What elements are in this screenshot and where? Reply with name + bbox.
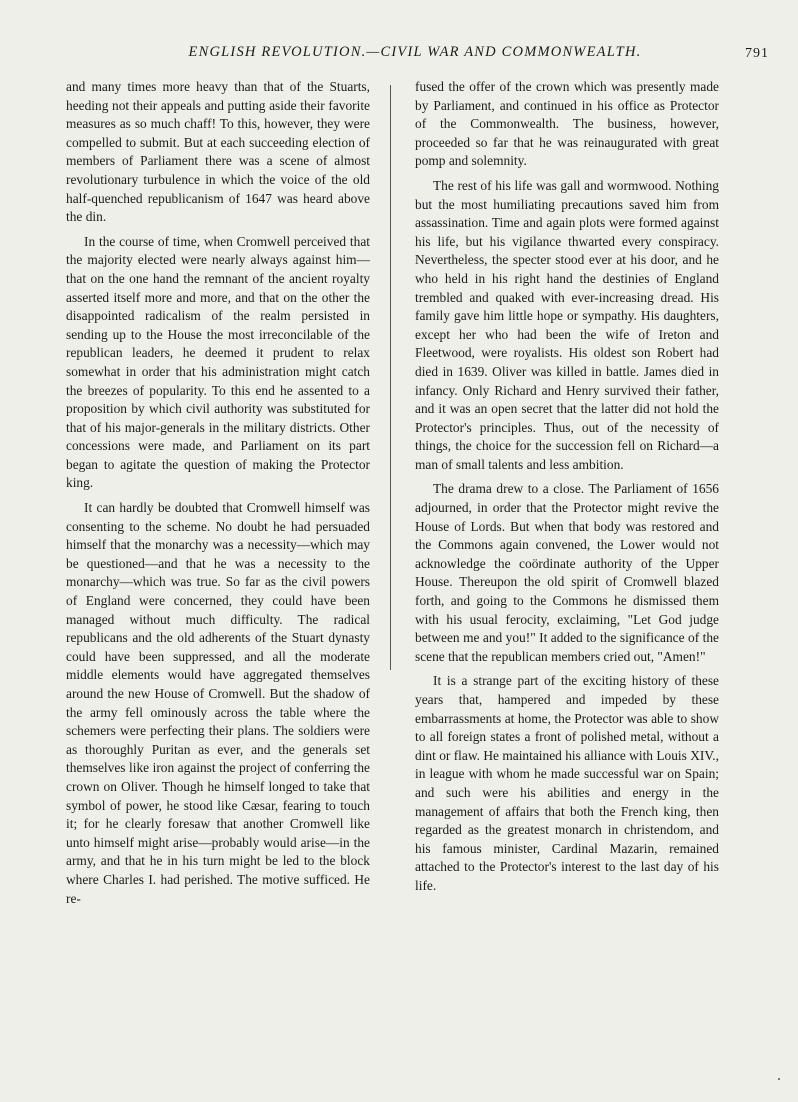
paragraph: It can hardly be doubted that Cromwell himself was consenting to the scheme. No doubt he had persuaded himself that the monarchy was a necessity—which may be questioned—and that he was a necessity to the monarchy—which was true. So far as the civil powers of England were concerned, they could have been managed without much difficulty. The radical republicans and the old adherents of the Stuart dynasty could have been suppressed, and all the moderate middle elements would have aggregated themselves around the new House of Cromwell. But the shadow of the army fell ominously across the table where the schemers were perfecting their plans. The soldiers were as thoroughly Puritan as ever, and the generals set themselves like iron against the project of conferring the crown on Oliver. Though he himself longed to take that symbol of power, he stood like Cæsar, fearing to touch it; for he clearly foresaw that another Cromwell like unto himself might arise—probably would arise—in the army, and that he in his turn might be led to the block where Charles I. had perished. The motive sufficed. He re- <box>66 500 370 906</box>
scan-speck <box>778 1078 780 1080</box>
page-number: 791 <box>745 46 769 61</box>
paragraph: and many times more heavy than that of the Stuarts, heeding not their appeals and putting aside their favorite measures as so much chaff! To this, however, they were compelled to submit. But at each succeeding election of members of Parliament there was a scene of almost revolutionary turbulence in which the voice of the old half-quenched republicanism of 1647 was heard above the din. <box>66 79 370 225</box>
right-column <box>415 78 719 896</box>
running-title: ENGLISH REVOLUTION.—CIVIL WAR AND COMMONWEALTH. <box>188 44 642 60</box>
paragraph: In the course of time, when Cromwell perceived that the majority elected were nearly always against him—that on the one hand the remnant of the ancient royalty asserted itself more and more, and that on the other the disappointed radicalism of the realm persisted in sending up to the House the most irreconcilable of the republican leaders, he deemed it prudent to relax somewhat in order that his administration might catch the breezes of popularity. To this end he assented to a proposition by which civil authority was substituted for that of his major-generals in the military districts. Other concessions were made, and Parliament on its part began to agitate the question of making the Protector king. <box>66 233 370 491</box>
paragraph: fused the offer of the crown which was presently made by Parliament, and continued in his office as Protector of the Commonwealth. The business, however, proceeded so far that he was reinaugurated with great pomp and solemnity. <box>415 79 719 169</box>
column-divider <box>390 85 391 670</box>
paragraph: It is a strange part of the exciting history of these years that, hampered and impeded by these embarrassments at home, the Protector was able to show to all foreign states a front of polished metal, without a dint or flaw. He maintained his alliance with Louis XIV., in league with whom he made successful war on Spain; and such were his abilities and energy in the management of affairs that both the French king, then regarded as the greatest monarch in christendom, and his famous minister, Cardinal Mazarin, remained attached to the Protector's interest to the last day of his life. <box>415 673 719 893</box>
left-column <box>66 78 370 908</box>
paragraph: The drama drew to a close. The Parliament of 1656 adjourned, in order that the Protector might revive the House of Lords. But when that body was restored and the Commons again convened, the Lower would not acknowledge the coördinate authority of the Upper House. Thereupon the old spirit of Cromwell blazed forth, and going to the Commons he dismissed them with his usual ferocity, exclaiming, "Let God judge between me and you!" It added to the significance of the scene that the republican members cried out, "Amen!" <box>415 481 719 664</box>
paragraph: The rest of his life was gall and wormwood. Nothing but the most humiliating precautions saved him from assassination. Time and again plots were formed against his life, but his vigilance thwarted every conspiracy. Nevertheless, the specter stood ever at his door, and he who held in his right hand the destinies of England trembled and quaked with ever-increasing dread. His family gave him little hope or sympathy. His daughters, except her who had been the wife of Ireton and Fleetwood, were royalists. His oldest son Robert had died in 1639. Oliver was killed in battle. James died in infancy. Only Richard and Henry survived their father, and it was an open secret that the latter did not hold the Protector's principles. Thus, out of the necessity of things, the choice for the succession fell on Richard—a man of small talents and less ambition. <box>415 177 719 472</box>
